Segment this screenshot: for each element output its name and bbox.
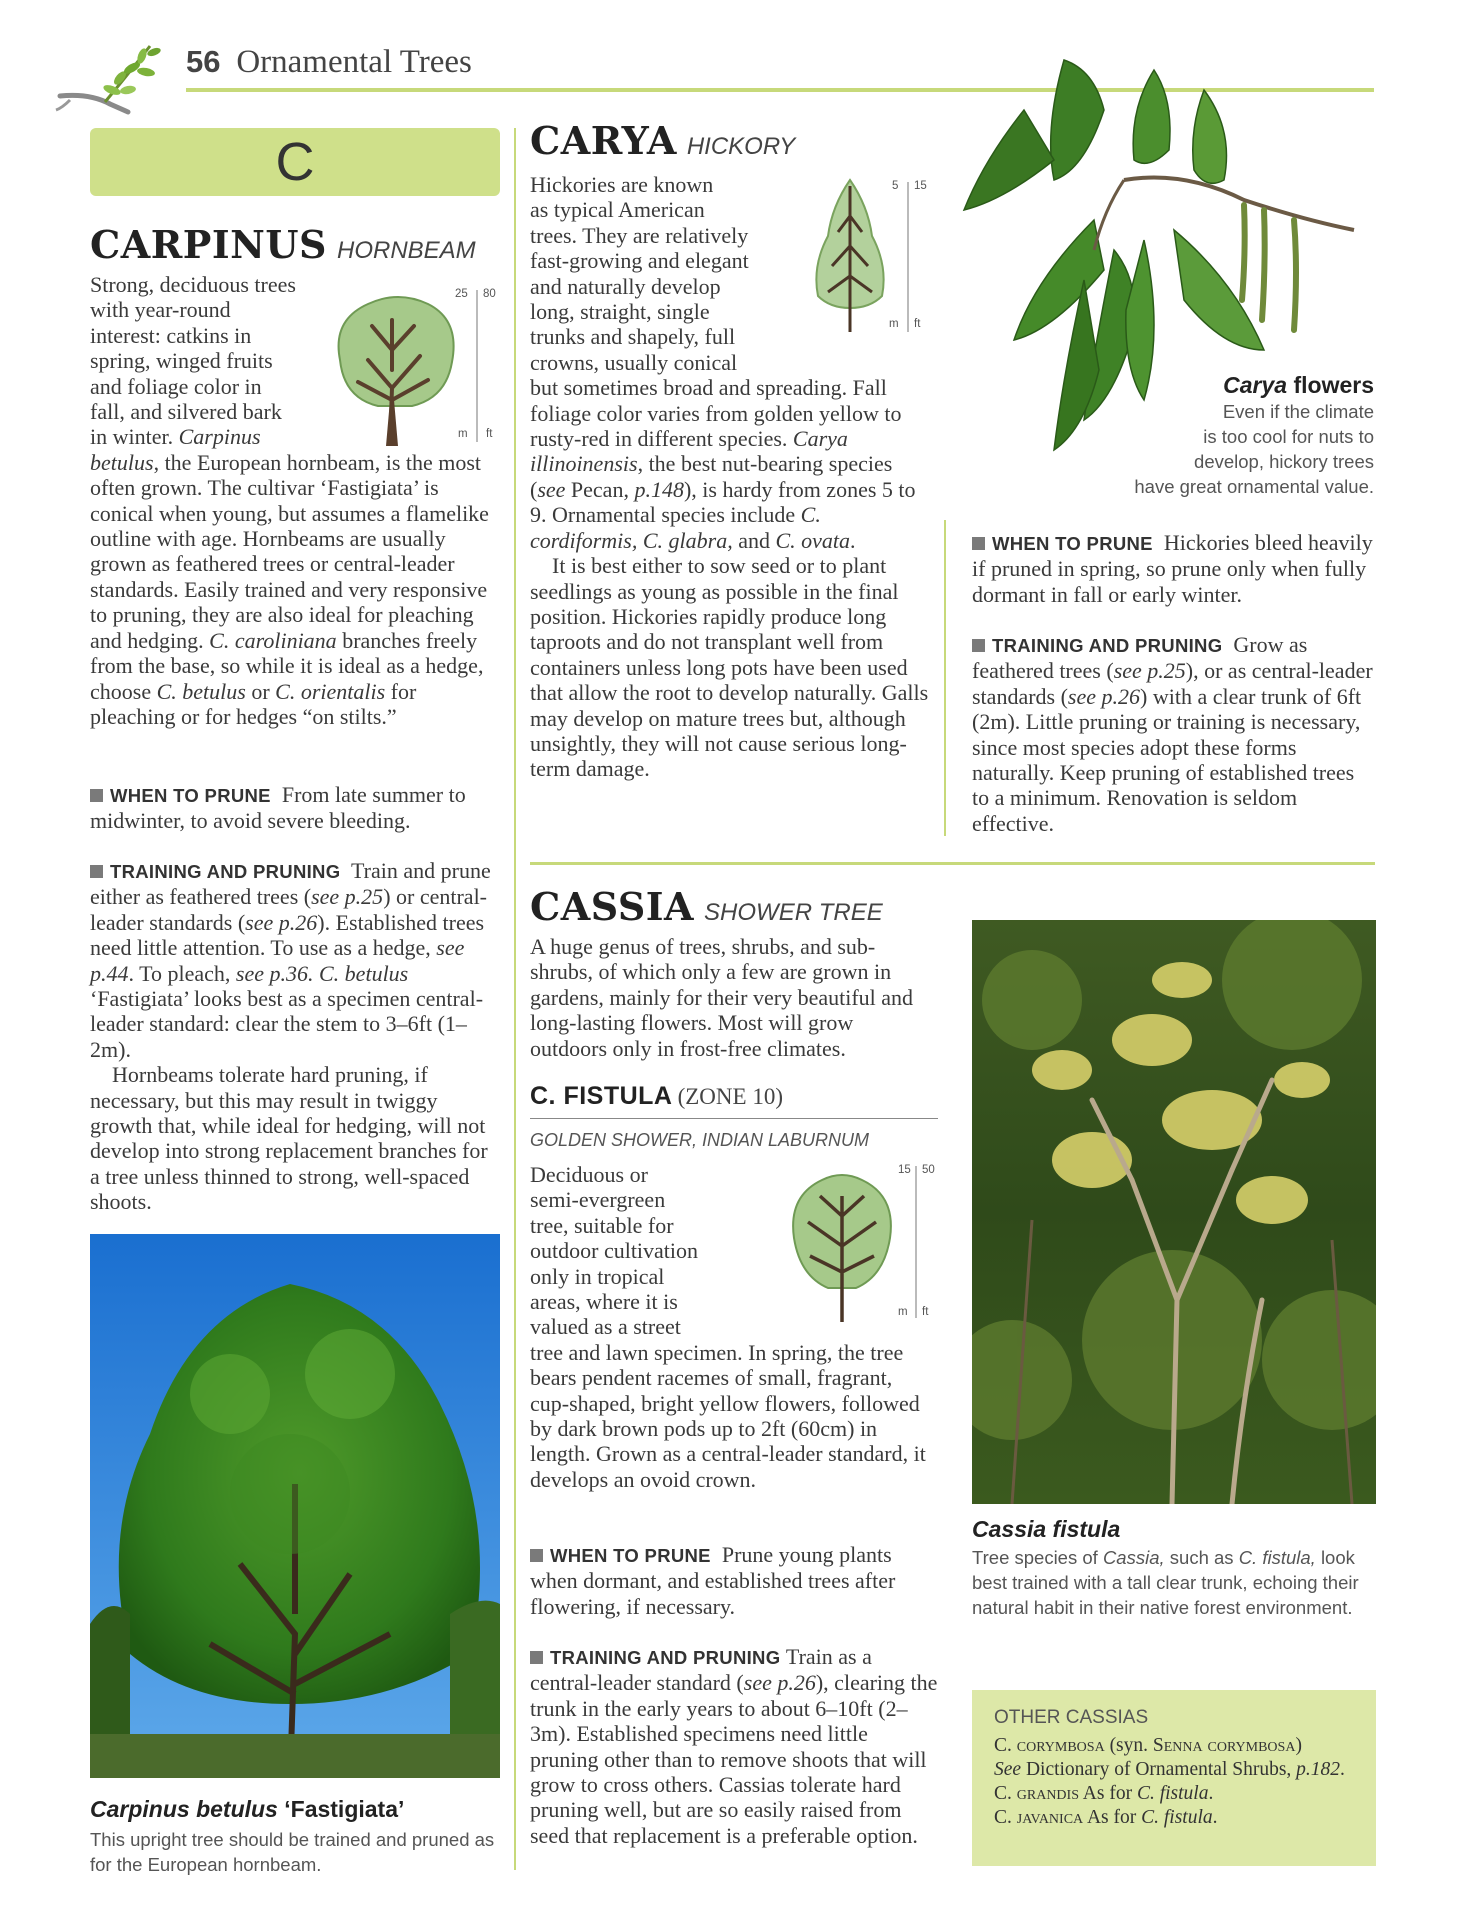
other-cassia-ref: C. fistula <box>1141 1807 1213 1828</box>
cassia-photo <box>972 920 1376 1504</box>
carya-caption-line: is too cool for nuts to <box>1203 426 1374 447</box>
carpinus-train-text: Train and prune either as feathered trees ( <box>90 858 491 910</box>
cassia-train-text: Train as a central-leader standard ( <box>530 1644 872 1696</box>
carpinus-scale-right: 80 <box>483 288 496 300</box>
carpinus-caption-text: This upright tree should be trained and pruned as for the European hornbeam. <box>90 1829 495 1875</box>
cassia-species-common: GOLDEN SHOWER, INDIAN LABURNUM <box>530 1130 870 1150</box>
carya-common: HICKORY <box>686 133 796 160</box>
carpinus-train-text: . To pleach, <box>128 960 236 986</box>
carya-genus: CARYA <box>530 118 677 163</box>
carpinus-caption-title: Carpinus betulus <box>90 1796 278 1822</box>
other-cassia-text: ) <box>1295 1735 1302 1756</box>
carpinus-intro-text: for pleaching or for hedges “on stilts.” <box>90 678 417 729</box>
carya-intro-text: . <box>850 527 856 553</box>
cassia-when-label: WHEN TO PRUNE <box>550 1545 711 1566</box>
section-title: Ornamental Trees <box>236 44 472 80</box>
carya-caption-line: develop, hickory trees <box>1194 451 1374 472</box>
cassia-scale-right: 50 <box>922 1164 935 1176</box>
carpinus-intro-line: Strong, deciduous trees <box>90 272 296 297</box>
carpinus-intro-text: in winter. <box>90 424 179 450</box>
carya-when-to-prune <box>972 530 1376 607</box>
carya-train-label: TRAINING AND PRUNING <box>992 635 1223 656</box>
carya-intro-line: trunks and shapely, full <box>530 324 736 350</box>
carpinus-intro-line: interest: catkins in <box>90 322 252 348</box>
carpinus-scale-unit-ft: ft <box>486 428 493 440</box>
cassia-heading <box>530 884 883 929</box>
carya-caption <box>1000 372 1374 499</box>
carya-intro <box>530 172 930 782</box>
carya-train-text: Grow as feathered trees ( <box>972 632 1308 684</box>
cassia-species-line: outdoor cultivation <box>530 1238 699 1264</box>
carya-scale-left: 5 <box>892 180 899 192</box>
letter-tab <box>90 128 500 196</box>
column-divider-2 <box>944 520 946 836</box>
carpinus-intro <box>90 272 502 729</box>
carya-para2: It is best either to sow seed or to plant seedlings as young as possible in the final position. Hickories rapidly produce long taproots and do not transplant well from containers unless long pots have been used that allow the root to develop naturally. Galls may develop on mature trees but, although unsightly, they will not cause serious long-term damage. <box>530 553 929 782</box>
bullet-square-icon <box>530 1549 543 1562</box>
cassia-species-name: C. FISTULA <box>530 1082 673 1110</box>
carya-caption-line: Even if the climate <box>1222 401 1374 422</box>
carpinus-train-text: ) or central-leader standards ( <box>90 884 488 935</box>
carpinus-intro-italic: C. betulus <box>156 678 246 704</box>
cassia-when-text: Prune young plants when dormant, and established trees after flowering, if necessary. <box>530 1542 896 1619</box>
cassia-species-heading <box>530 1082 938 1111</box>
page-number: 56 <box>186 44 221 79</box>
cassia-species-line: only in tropical <box>530 1263 665 1289</box>
carya-intro-italic: C. cordiformis, C. glabra, <box>530 502 821 553</box>
cassia-species-line: areas, where it is <box>530 1289 678 1315</box>
carpinus-intro-line: fall, and silvered bark <box>90 399 282 425</box>
cassia-species-zone: (ZONE 10) <box>677 1084 783 1109</box>
carya-heading <box>530 118 795 163</box>
other-cassias-title: OTHER CASSIAS <box>994 1707 1149 1728</box>
carpinus-train-text: ). Established trees need little attention. To use as a hedge, <box>90 909 485 961</box>
carya-scale-right: 15 <box>914 180 927 192</box>
carya-intro-text: , the best nut-bearing species ( <box>530 451 893 502</box>
bullet-square-icon <box>90 789 103 802</box>
carya-train-ref: see p.26 <box>1067 683 1141 709</box>
carya-intro-text: and <box>732 527 776 553</box>
carya-intro-ref: see <box>537 476 566 502</box>
carpinus-when-label: WHEN TO PRUNE <box>110 785 271 806</box>
carpinus-intro-italic: betulus <box>90 449 154 475</box>
cassia-caption-italic: C. fistula, <box>1238 1547 1316 1568</box>
letter-tab-label: C <box>275 132 315 192</box>
carya-intro-line: trees. They are relatively <box>530 222 749 248</box>
header-sprig-icon <box>50 38 166 120</box>
other-cassia-name: C. grandis <box>994 1783 1079 1804</box>
carya-when-label: WHEN TO PRUNE <box>992 533 1153 554</box>
carpinus-train-label: TRAINING AND PRUNING <box>110 861 341 882</box>
section-rule <box>530 862 1375 865</box>
carpinus-train-para2: Hornbeams tolerate hard pruning, if necessary, but this may result in twiggy growth that, while ideal for hedging, will not develop into strong replacement branches for a tree unless thinned to strong, well-spaced shoots. <box>90 1062 488 1215</box>
carpinus-training <box>90 858 502 1215</box>
cassia-scale-left: 15 <box>898 1164 911 1176</box>
carpinus-train-text: ‘Fastigiata’ looks best as a specimen central-leader standard: clear the stem to 3–6ft (1–2m). <box>90 986 484 1062</box>
carya-intro-ref: p.148 <box>634 476 684 502</box>
carya-intro-text: Pecan, <box>565 476 635 502</box>
cassia-scale-unit-m: m <box>898 1306 908 1318</box>
carpinus-intro-line: spring, winged fruits <box>90 348 273 374</box>
carpinus-scale-left: 25 <box>455 288 468 300</box>
carpinus-intro-text: , the European hornbeam, is the most often grown. The cultivar ‘Fastigiata’ is conical when young, but assumes a flamelike outline with age. Hornbeams are usually grown as feathered trees or central-leader standards. Easily trained and very responsive to pruning, they are also ideal for pleaching and hedging. <box>90 449 489 653</box>
carya-training <box>972 632 1376 836</box>
other-cassia-text: . <box>1208 1783 1214 1804</box>
other-cassia-ref: C. fistula <box>1136 1783 1209 1804</box>
cassia-species-line: tree, suitable for <box>530 1212 674 1238</box>
bullet-square-icon <box>90 865 103 878</box>
cassia-common: SHOWER TREE <box>704 899 883 926</box>
running-header <box>186 44 472 81</box>
carya-train-text: ), or as central-leader standards ( <box>972 658 1373 709</box>
cassia-train-label: TRAINING AND PRUNING <box>550 1647 781 1668</box>
cassia-train-text: ), clearing the trunk in the early years to about 6–10ft (2–3m). Established specimens need little pruning other than to remove shoots that will grow to cross others. Cassias tolerate hard pruning well, but are so easily raised from seed that replacement is a preferable option. <box>530 1670 938 1848</box>
other-cassia-text: (syn. <box>1104 1735 1153 1756</box>
carya-intro-italic: C. ovata <box>775 527 851 553</box>
carpinus-genus: CARPINUS <box>90 222 327 267</box>
carya-intro-line: Hickories are known <box>530 172 714 197</box>
other-cassia-text: Dictionary of Ornamental Shrubs, <box>1021 1759 1297 1780</box>
cassia-caption-text: such as <box>1164 1547 1239 1568</box>
carya-scale-unit-m: m <box>889 318 899 330</box>
carpinus-train-ref: see p.26 <box>245 909 318 935</box>
cassia-species-line: valued as a street <box>530 1314 681 1340</box>
column-divider-1 <box>514 128 516 1870</box>
cassia-species-line: semi-evergreen <box>530 1187 666 1213</box>
bullet-square-icon <box>972 639 985 652</box>
other-cassia-syn: Senna corymbosa <box>1152 1735 1296 1756</box>
carpinus-intro-line: and foliage color in <box>90 373 262 399</box>
carya-intro-line: and naturally develop <box>530 273 721 299</box>
carpinus-when-to-prune <box>90 782 502 834</box>
carpinus-common: HORNBEAM <box>336 237 476 264</box>
cassia-genus: CASSIA <box>530 884 695 929</box>
bullet-square-icon <box>972 537 985 550</box>
cassia-caption <box>972 1516 1376 1620</box>
carpinus-train-ref: see p.44 <box>90 935 465 986</box>
carya-intro-line: crowns, usually conical <box>530 349 738 375</box>
carpinus-photo <box>90 1234 500 1778</box>
carya-intro-line: as typical American <box>530 197 705 223</box>
carpinus-intro-italic: Carpinus <box>178 424 261 450</box>
carya-caption-title: flowers <box>1287 372 1374 398</box>
cassia-caption-text: Tree species of <box>972 1547 1103 1568</box>
carpinus-intro-text: branches freely from the base, so while it is ideal as a hedge, choose <box>90 627 484 704</box>
carpinus-intro-italic: C. caroliniana <box>209 627 337 653</box>
carya-intro-text: but sometimes broad and spreading. Fall foliage color varies from golden yellow to rusty-red in different species. <box>530 375 902 452</box>
carya-caption-line: have great ornamental value. <box>1134 476 1374 497</box>
carya-intro-italic: Carya illinoinensis <box>530 426 848 477</box>
other-cassia-ref: p.182 <box>1296 1759 1341 1780</box>
cassia-intro: A huge genus of trees, shrubs, and sub-shrubs, of which only a few are grown in gardens, mainly for their very beautiful and long-lasting flowers. Most will grow outdoors only in frost-free climates. <box>530 934 914 1061</box>
carpinus-train-ref: see p.36. C. betulus <box>235 960 409 986</box>
carpinus-when-text: From late summer to midwinter, to avoid severe bleeding. <box>90 782 466 834</box>
carya-intro-text: ), is hardy from zones 5 to 9. Ornamental species include <box>530 476 916 528</box>
other-cassia-text: . <box>1340 1759 1345 1780</box>
cassia-train-ref: see p.26 <box>743 1670 816 1696</box>
cassia-species-rest: tree and lawn specimen. In spring, the tree bears pendent racemes of small, fragrant, cup-shaped, bright yellow flowers, followed by dark brown pods up to 2ft (60cm) in length. Grown as a central-leader standard, it develops an ovoid crown. <box>530 1339 926 1492</box>
cassia-when-to-prune <box>530 1542 930 1619</box>
cassia-training <box>530 1644 940 1848</box>
cassia-caption-italic: Cassia, <box>1102 1547 1165 1568</box>
carpinus-caption-cultivar: ‘Fastigiata’ <box>284 1796 405 1822</box>
other-cassia-text: As for <box>1083 1807 1142 1828</box>
carpinus-train-ref: see p.25 <box>311 884 384 910</box>
carya-caption-title-italic: Carya <box>1223 372 1288 398</box>
cassia-species-rule <box>530 1118 938 1119</box>
other-cassia-text: . <box>1212 1807 1218 1828</box>
carya-train-text: ) with a clear trunk of 6ft (2m). Little pruning or training is necessary, since most species adopt these forms naturally. Keep pruning of established trees to a minimum. Renovation is seldom effective. <box>972 683 1362 836</box>
carya-intro-line: fast-growing and elegant <box>530 248 749 274</box>
other-cassia-name: C. corymbosa <box>994 1735 1105 1756</box>
carya-intro-line: long, straight, single <box>530 299 710 325</box>
carya-scale-unit-ft: ft <box>914 318 921 330</box>
cassia-species-line: Deciduous or <box>530 1162 648 1187</box>
cassia-species-desc <box>530 1162 930 1492</box>
carpinus-intro-text: or <box>245 678 276 704</box>
cassia-scale-unit-ft: ft <box>922 1306 929 1318</box>
bullet-square-icon <box>530 1651 543 1664</box>
cassia-caption-text: look best trained with a tall clear trunk, echoing their natural habit in their native forest environment. <box>972 1547 1359 1618</box>
carya-train-ref: see p.25 <box>1113 658 1186 684</box>
other-cassia-ref: See <box>994 1759 1022 1780</box>
other-cassia-name: C. javanica <box>994 1807 1084 1828</box>
cassia-caption-title: Cassia fistula <box>972 1516 1121 1542</box>
carpinus-heading <box>90 222 476 267</box>
carpinus-intro-line: with year-round <box>90 297 231 323</box>
other-cassia-text: As for <box>1078 1783 1137 1804</box>
carya-when-text: Hickories bleed heavily if pruned in spring, so prune only when fully dormant in fall or early winter. <box>972 530 1373 607</box>
carpinus-caption <box>90 1796 502 1877</box>
carpinus-scale-unit-m: m <box>458 428 468 440</box>
other-cassias-box <box>972 1690 1376 1866</box>
carpinus-intro-italic: C. orientalis <box>275 678 386 704</box>
